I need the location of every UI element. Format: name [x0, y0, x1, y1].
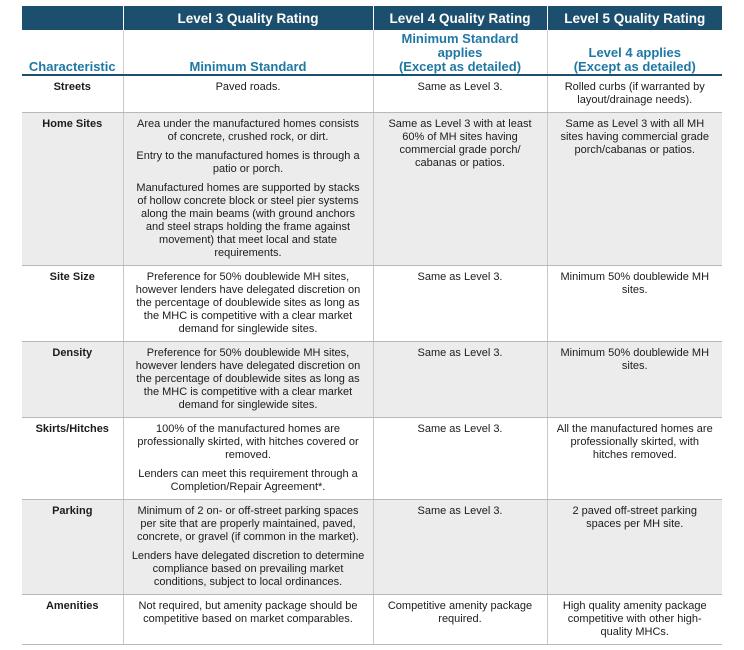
- level4-cell: Same as Level 3.: [373, 500, 547, 595]
- level3-cell: [123, 595, 373, 645]
- cell-paragraph: Minimum of 2 on- or off-street parking spaces per site that are properly maintained, paved, concrete, or gravel (if common in the market).: [137, 505, 359, 543]
- table-row: [22, 342, 722, 418]
- subheader-level4: [373, 30, 547, 75]
- level5-cell: 2 paved off-street parking spaces per MH site.: [547, 500, 722, 595]
- row-label: Streets: [22, 75, 123, 113]
- quality-rating-table: [22, 6, 722, 645]
- cell-paragraph: Manufactured homes are supported by stacks of hollow concrete block or steel pier systems along the main beams (with ground anchors and steel straps holding the frame against movement) that meet local and state requirements.: [136, 182, 360, 259]
- cell-paragraph: Entry to the manufactured homes is through a patio or porch.: [136, 150, 360, 175]
- subheader-level5-line1: Level 4 applies: [588, 45, 681, 60]
- level4-cell: Same as Level 3 with at least 60% of MH sites having commercial grade porch/ cabanas or patios.: [373, 113, 547, 266]
- level4-cell: Same as Level 3.: [373, 418, 547, 500]
- level5-cell: Minimum 50% doublewide MH sites.: [547, 342, 722, 418]
- cell-paragraph: Lenders have delegated discretion to determine compliance based on prevailing market conditions, subject to local ordinances.: [131, 550, 365, 588]
- header-blank-cell: [22, 6, 123, 30]
- cell-paragraph: Paved roads.: [215, 81, 281, 93]
- header-level3: Level 3 Quality Rating: [123, 6, 373, 30]
- level4-cell: Same as Level 3.: [373, 75, 547, 113]
- level5-cell: Rolled curbs (if warranted by layout/drainage needs).: [547, 75, 722, 113]
- table-row: [22, 75, 722, 113]
- row-label: Parking: [22, 500, 123, 595]
- table-row: [22, 266, 722, 342]
- level3-cell: [123, 342, 373, 418]
- level3-cell: [123, 75, 373, 113]
- level3-cell: [123, 500, 373, 595]
- subheader-row: [22, 30, 722, 75]
- table-row: [22, 595, 722, 645]
- subheader-characteristic: Characteristic: [22, 30, 123, 75]
- level5-cell: All the manufactured homes are professionally skirted, with hitches removed.: [547, 418, 722, 500]
- row-label: Site Size: [22, 266, 123, 342]
- cell-paragraph: Preference for 50% doublewide MH sites, however lenders have delegated discretion on the percentage of doublewide sites as long as the MHC is competitive with a clear market demand for singlewide sites.: [135, 347, 361, 411]
- row-label: Density: [22, 342, 123, 418]
- subheader-level4-line1: Minimum Standard applies: [401, 31, 519, 60]
- subheader-level5-line2: (Except as detailed): [573, 59, 696, 74]
- level5-cell: High quality amenity package competitive with other high-quality MHCs.: [547, 595, 722, 645]
- cell-paragraph: Area under the manufactured homes consists of concrete, crushed rock, or dirt.: [137, 118, 359, 143]
- level3-cell: [123, 266, 373, 342]
- cell-paragraph: Not required, but amenity package should be competitive based on market comparables.: [138, 600, 358, 625]
- row-label: Amenities: [22, 595, 123, 645]
- table-row: [22, 113, 722, 266]
- level3-cell: [123, 418, 373, 500]
- row-label: Skirts/Hitches: [22, 418, 123, 500]
- level5-cell: Minimum 50% doublewide MH sites.: [547, 266, 722, 342]
- level4-cell: Competitive amenity package required.: [373, 595, 547, 645]
- subheader-level5: [547, 30, 722, 75]
- cell-paragraph: Preference for 50% doublewide MH sites, however lenders have delegated discretion on the percentage of doublewide sites as long as the MHC is competitive with a clear market demand for singlewide sites.: [135, 271, 361, 335]
- table-row: [22, 500, 722, 595]
- cell-paragraph: 100% of the manufactured homes are professionally skirted, with hitches covered or removed.: [137, 423, 359, 461]
- subheader-level3: Minimum Standard: [123, 30, 373, 75]
- row-label: Home Sites: [22, 113, 123, 266]
- header-level5: Level 5 Quality Rating: [547, 6, 722, 30]
- table-row: [22, 418, 722, 500]
- level4-cell: Same as Level 3.: [373, 266, 547, 342]
- subheader-level4-line2: (Except as detailed): [398, 59, 522, 74]
- cell-paragraph: Lenders can meet this requirement through a Completion/Repair Agreement*.: [138, 468, 358, 493]
- level3-cell: [123, 113, 373, 266]
- level4-cell: Same as Level 3.: [373, 342, 547, 418]
- header-level4: Level 4 Quality Rating: [373, 6, 547, 30]
- level5-cell: Same as Level 3 with all MH sites having commercial grade porch/cabanas or patios.: [547, 113, 722, 266]
- header-row: [22, 6, 722, 30]
